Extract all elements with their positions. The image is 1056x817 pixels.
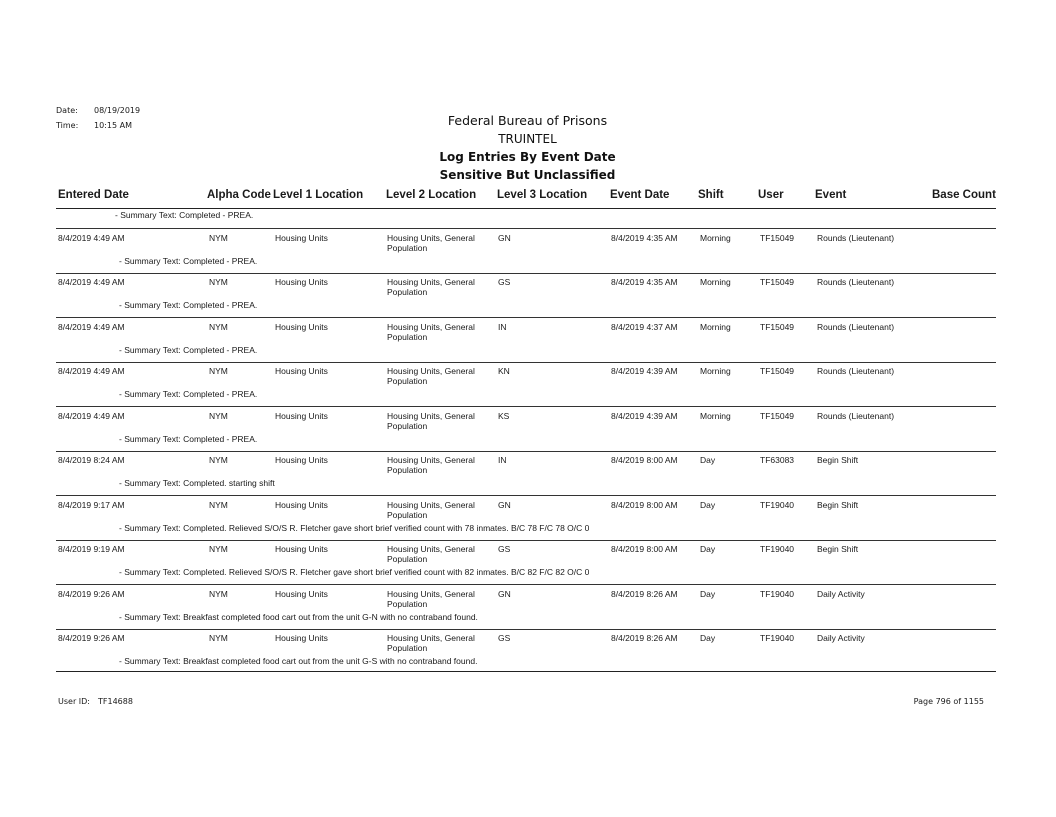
event-date-cell: 8/4/2019 8:00 AM [611,499,678,510]
time-value: 10:15 AM [94,121,132,130]
level2-cell: Housing Units, General Population [387,455,475,475]
report-title: Log Entries By Event Date [439,150,616,164]
level3-cell: KS [498,410,510,421]
table-row [0,633,1056,698]
table-row [0,588,1056,654]
summary-text: - Summary Text: Completed. Relieved S/O/S R. Fletcher gave short brief verified count with 82 inmates. B/C 82 F/C 82 O/C 0 [119,567,590,577]
summary-text: - Summary Text: Completed. starting shift [119,478,275,488]
row-divider [56,406,996,407]
entered-date-cell: 8/4/2019 4:49 AM [58,366,125,376]
summary-text: - Summary Text: Completed. Relieved S/O/S R. Fletcher gave short brief verified count with 78 inmates. B/C 78 F/C 78 O/C 0 [119,522,590,533]
shift-cell: Day [700,499,716,510]
alpha-code-cell: NYM [209,321,228,332]
alpha-code-cell: NYM [209,588,228,599]
user-cell: TF15049 [760,321,795,332]
summary-text: - Summary Text: Completed - PREA. [119,300,258,310]
level2-cell: Housing Units, General Population [387,588,475,609]
level3-cell: GN [498,588,511,599]
alpha-code-cell: NYM [209,277,228,287]
event-cell: Rounds (Lieutenant) [817,232,895,243]
level3-cell: GS [498,277,511,287]
table-row [0,232,1056,298]
summary-text: - Summary Text: Completed - PREA. [119,344,258,355]
shift-cell: Morning [700,410,731,421]
alpha-code-cell: NYM [209,544,228,554]
event-cell: Daily Activity [817,588,865,599]
event-cell: Rounds (Lieutenant) [817,277,895,287]
table-row [0,499,1056,565]
user-cell: TF63083 [760,455,795,465]
col-base-count: Base Count [932,189,996,201]
level2-cell: Housing Units, General Population [387,410,475,431]
user-cell: TF15049 [760,410,795,421]
summary-text: - Summary Text: Breakfast completed food cart out from the unit G-N with no contraband found. [119,611,478,622]
level2-cell: Housing Units, General Population [387,366,475,386]
table-row [0,277,1056,342]
event-cell: Begin Shift [817,455,859,465]
level1-cell: Housing Units [275,499,328,510]
row-divider [56,495,996,496]
row-divider [56,540,996,541]
event-date-cell: 8/4/2019 8:00 AM [611,544,678,554]
event-date-cell: 8/4/2019 4:39 AM [611,410,678,421]
col-event-date: Event Date [610,189,670,201]
report-date [56,106,140,115]
entered-date-cell: 8/4/2019 4:49 AM [58,232,125,243]
report-title-block [400,112,655,184]
entered-date-cell: 8/4/2019 9:26 AM [58,588,125,599]
level1-cell: Housing Units [275,232,328,243]
event-date-cell: 8/4/2019 4:37 AM [611,321,678,332]
entered-date-cell: 8/4/2019 4:49 AM [58,321,125,332]
event-date-cell: 8/4/2019 4:35 AM [611,277,678,287]
event-date-cell: 8/4/2019 4:35 AM [611,232,678,243]
shift-cell: Day [700,544,716,554]
col-level3: Level 3 Location [497,189,588,201]
classification-title: Sensitive But Unclassified [439,168,616,182]
shift-cell: Day [700,455,716,465]
user-cell: TF15049 [760,232,795,243]
col-level2: Level 2 Location [386,189,477,201]
level2-cell: Housing Units, General Population [387,544,475,564]
row-divider [56,317,996,318]
shift-cell: Morning [700,366,731,376]
level3-cell: IN [498,321,507,332]
alpha-code-cell: NYM [209,232,228,243]
user-id-label: User ID: [58,697,90,706]
entries-container [0,232,1056,698]
event-cell: Begin Shift [817,544,859,554]
entered-date-cell: 8/4/2019 9:17 AM [58,499,125,510]
top-summary-row [0,208,1056,253]
level1-cell: Housing Units [275,455,328,465]
entered-date-cell: 8/4/2019 9:19 AM [58,544,125,554]
summary-text: - Summary Text: Completed - PREA. [115,210,254,220]
event-cell: Daily Activity [817,633,865,643]
level2-cell: Housing Units, General Population [387,633,475,653]
table-row [0,544,1056,609]
user-cell: TF15049 [760,366,795,376]
system-title: TRUINTEL [498,132,557,146]
alpha-code-cell: NYM [209,410,228,421]
user-cell: TF19040 [760,588,795,599]
entered-date-cell: 8/4/2019 4:49 AM [58,277,125,287]
report-time [56,121,132,130]
event-cell: Begin Shift [817,499,859,510]
alpha-code-cell: NYM [209,633,228,643]
shift-cell: Morning [700,232,731,243]
entered-date-cell: 8/4/2019 8:24 AM [58,455,125,465]
level2-cell: Housing Units, General Population [387,277,475,297]
event-date-cell: 8/4/2019 8:00 AM [611,455,678,465]
row-divider [56,362,996,363]
event-cell: Rounds (Lieutenant) [817,366,895,376]
user-cell: TF15049 [760,277,795,287]
row-divider [56,629,996,630]
user-cell: TF19040 [760,544,795,554]
org-title: Federal Bureau of Prisons [447,113,608,128]
shift-cell: Day [700,633,716,643]
col-shift: Shift [698,189,724,201]
summary-text: - Summary Text: Completed - PREA. [119,389,258,399]
level2-cell: Housing Units, General Population [387,499,475,520]
event-date-cell: 8/4/2019 4:39 AM [611,366,678,376]
level1-cell: Housing Units [275,588,328,599]
level3-cell: GN [498,499,511,510]
alpha-code-cell: NYM [209,366,228,376]
table-row [0,410,1056,476]
level3-cell: IN [498,455,507,465]
entered-date-cell: 8/4/2019 9:26 AM [58,633,125,643]
event-date-cell: 8/4/2019 8:26 AM [611,633,678,643]
col-level1: Level 1 Location [273,189,364,201]
event-cell: Rounds (Lieutenant) [817,321,895,332]
shift-cell: Day [700,588,716,599]
table-bottom-rule [56,671,996,672]
level1-cell: Housing Units [275,410,328,421]
col-alpha-code: Alpha Code [207,189,271,201]
level2-cell: Housing Units, General Population [387,232,475,253]
level3-cell: GS [498,633,511,643]
alpha-code-cell: NYM [209,455,228,465]
date-label: Date: [56,106,78,115]
table-row [0,321,1056,387]
log-entries [0,208,1056,698]
summary-text: - Summary Text: Completed - PREA. [119,255,258,266]
level3-cell: KN [498,366,510,376]
row-divider [56,273,996,274]
col-event: Event [815,189,847,201]
level1-cell: Housing Units [275,277,328,287]
alpha-code-cell: NYM [209,499,228,510]
level3-cell: GN [498,232,511,243]
entered-date-cell: 8/4/2019 4:49 AM [58,410,125,421]
time-label: Time: [56,121,79,130]
row-divider [56,584,996,585]
event-date-cell: 8/4/2019 8:26 AM [611,588,678,599]
table-row [0,455,1056,520]
level3-cell: GS [498,544,511,554]
user-id-value: TF14688 [98,697,133,706]
level1-cell: Housing Units [275,321,328,332]
user-cell: TF19040 [760,499,795,510]
row-divider [56,451,996,452]
summary-text: - Summary Text: Breakfast completed food cart out from the unit G-S with no contraband found. [119,656,478,666]
table-header [0,186,1056,206]
col-entered-date: Entered Date [58,189,129,201]
user-cell: TF19040 [760,633,795,643]
shift-cell: Morning [700,277,731,287]
level2-cell: Housing Units, General Population [387,321,475,342]
col-user: User [758,189,784,201]
footer-user-id [58,697,133,706]
date-value: 08/19/2019 [94,106,141,115]
shift-cell: Morning [700,321,731,332]
table-row [0,366,1056,431]
summary-text: - Summary Text: Completed - PREA. [119,433,258,444]
page-number: Page 796 of 1155 [913,697,984,706]
level1-cell: Housing Units [275,544,328,554]
level1-cell: Housing Units [275,366,328,376]
level1-cell: Housing Units [275,633,328,643]
row-divider [56,228,996,229]
event-cell: Rounds (Lieutenant) [817,410,895,421]
